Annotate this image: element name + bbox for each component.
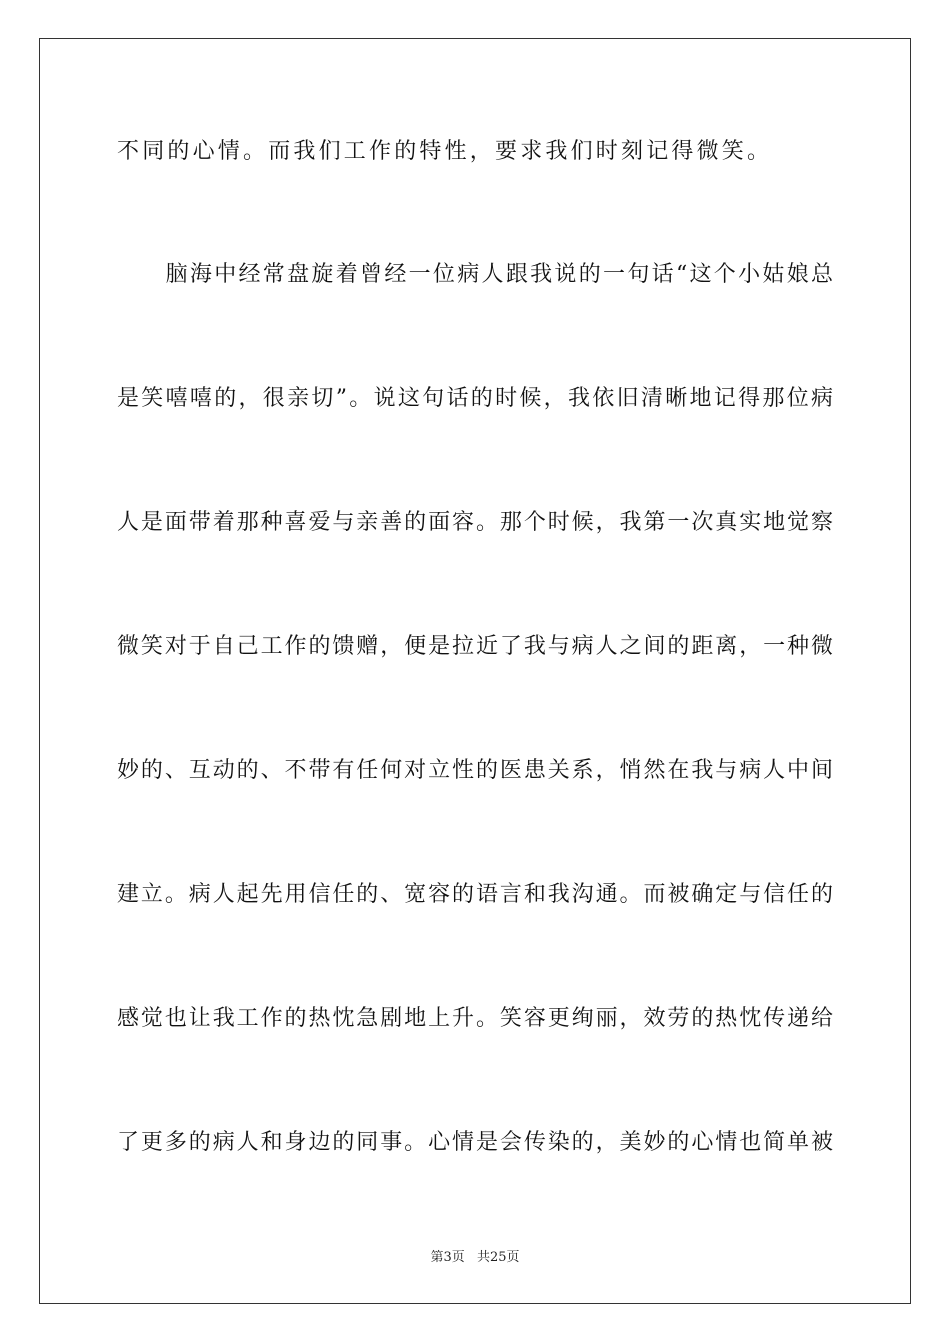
paragraph-line: 感觉也让我工作的热忱急剧地上升。笑容更绚丽，效劳的热忱传递给	[117, 1006, 833, 1031]
page-number: 第3页	[430, 1250, 465, 1265]
paragraph-line: 不同的心情。而我们工作的特性，要求我们时刻记得微笑。	[117, 139, 773, 164]
paragraph-line: 人是面带着那种喜爱与亲善的面容。那个时候，我第一次真实地觉察	[117, 510, 833, 535]
page-total: 共25页	[476, 1250, 520, 1265]
page-footer	[0, 1250, 950, 1266]
paragraph-line: 妙的、互动的、不带有任何对立性的医患关系，悄然在我与病人中间	[117, 758, 833, 783]
paragraph-line: 脑海中经常盘旋着曾经一位病人跟我说的一句话“这个小姑娘总	[117, 262, 833, 287]
paragraph-line: 了更多的病人和身边的同事。心情是会传染的，美妙的心情也简单被	[117, 1130, 833, 1155]
page-border	[39, 38, 911, 1304]
paragraph-line: 是笑嘻嘻的，很亲切”。说这句话的时候，我依旧清晰地记得那位病	[117, 386, 833, 411]
paragraph-line: 建立。病人起先用信任的、宽容的语言和我沟通。而被确定与信任的	[117, 882, 833, 907]
paragraph-line: 微笑对于自己工作的馈赠，便是拉近了我与病人之间的距离，一种微	[117, 634, 833, 659]
